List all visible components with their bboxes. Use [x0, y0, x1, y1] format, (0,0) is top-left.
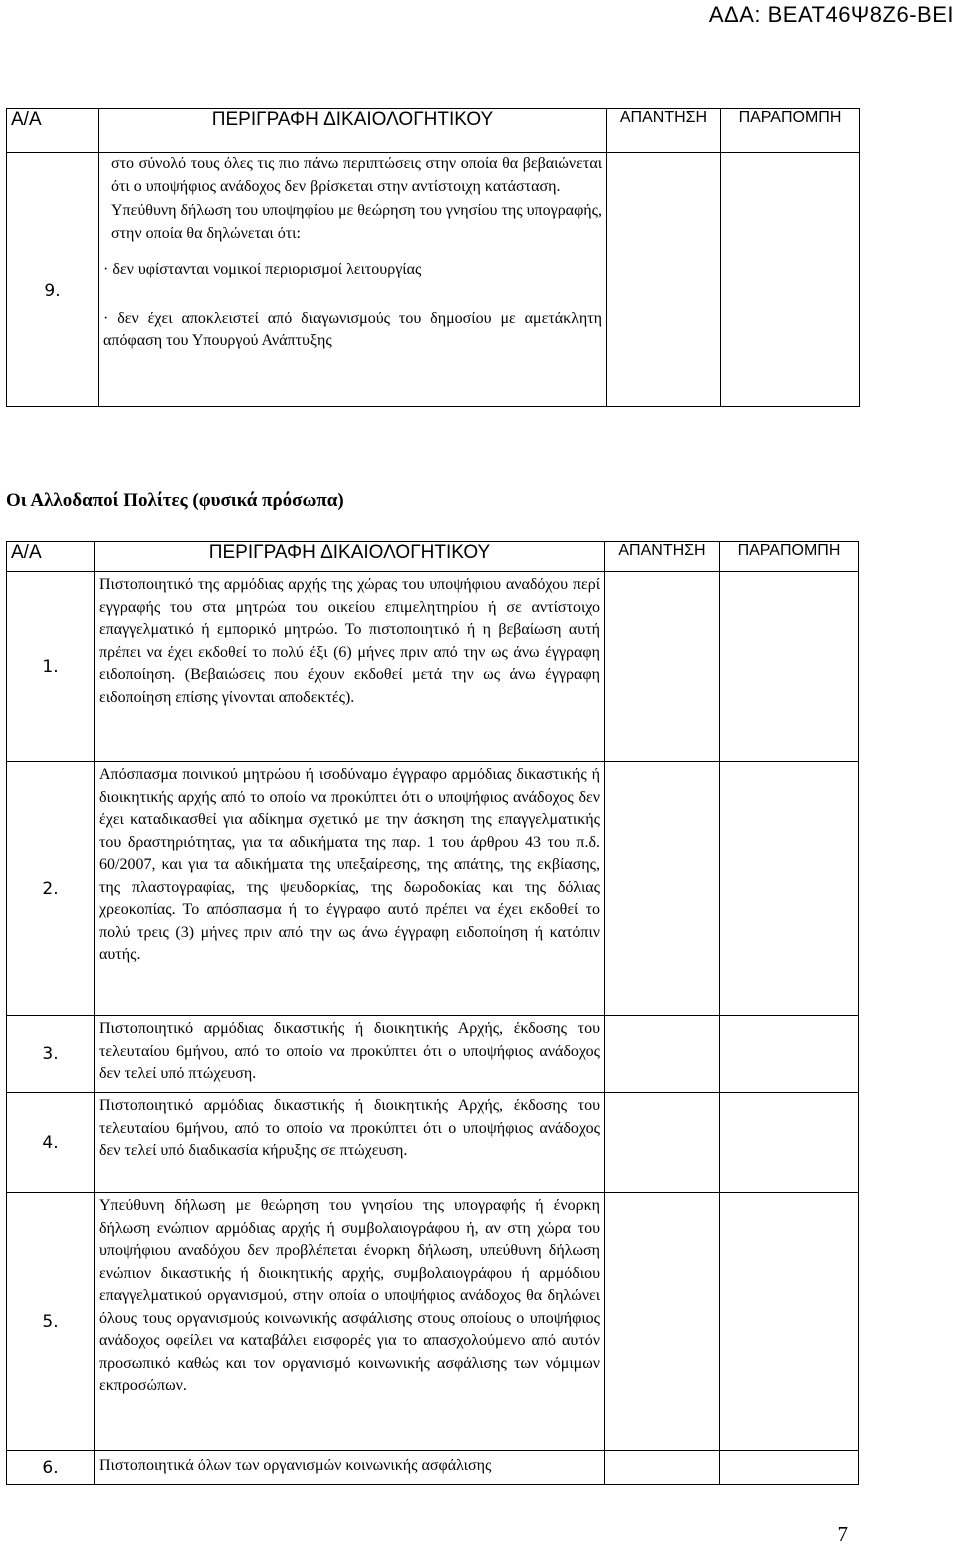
- requirements-table: [6, 541, 859, 1485]
- table-row: [7, 153, 860, 407]
- reference-cell: [720, 762, 859, 1016]
- answer-cell: [607, 153, 721, 407]
- reference-cell: [720, 1016, 859, 1093]
- section-title: Οι Αλλοδαποί Πολίτες (φυσικά πρόσωπα): [6, 490, 344, 511]
- row-number: 4.: [7, 1093, 95, 1193]
- table-row: [7, 1193, 859, 1451]
- answer-cell: [605, 762, 720, 1016]
- table-row: [7, 762, 859, 1016]
- row-description: Πιστοποιητικό της αρμόδιας αρχής της χώρας του υποψήφιου αναδόχου περί εγγραφής του στα μητρώα του οικείου επιμελητηρίου ή σε αντίστοιχο επαγγελματικό ή εμπορικό μητρώο. Το πιστοποιητικό ή η βεβαίωση αυτή πρέπει να έχει εκδοθεί το πολύ έξι (6) μήνες πριν από την ως άνω έγγραφη ειδοποίηση. (Βεβαιώσεις που έχουν εκδοθεί μετά την ως άνω έγγραφη ειδοποίηση επίσης γίνονται αποδεκτές).: [95, 572, 605, 762]
- row-bullet-1: · δεν υφίστανται νομικοί περιορισμοί λειτουργίας: [103, 261, 422, 278]
- answer-cell: [605, 1451, 720, 1485]
- row-text-2: Υπεύθυνη δήλωση του υποψηφίου με θεώρηση του γνησίου της υπογραφής, στην οποία θα δηλώνεται ότι:: [111, 202, 602, 242]
- row-number: 9.: [7, 153, 99, 407]
- answer-cell: [605, 572, 720, 762]
- page-number: 7: [837, 1522, 848, 1546]
- row-description: Πιστοποιητικό αρμόδιας δικαστικής ή διοικητικής Αρχής, έκδοσης του τελευταίου 6μήνου, από το οποίο να προκύπτει ότι ο υποψήφιος ανάδοχος δεν τελεί υπό διαδικασία κήρυξης σε πτώχευση.: [95, 1093, 605, 1193]
- row-number: 1.: [7, 572, 95, 762]
- header-answer: ΑΠΑΝΤΗΣΗ: [607, 109, 721, 153]
- row-number: 6.: [7, 1451, 95, 1485]
- table-row: [7, 1093, 859, 1193]
- header-aa: Α/Α: [7, 109, 99, 153]
- row-number: 5.: [7, 1193, 95, 1451]
- row-description: Πιστοποιητικό αρμόδιας δικαστικής ή διοικητικής Αρχής, έκδοσης του τελευταίου 6μήνου, από το οποίο να προκύπτει ότι ο υποψήφιος ανάδοχος δεν τελεί υπό πτώχευση.: [95, 1016, 605, 1093]
- table-row: [7, 1451, 859, 1485]
- header-answer: ΑΠΑΝΤΗΣΗ: [605, 542, 720, 572]
- ada-code: ΑΔΑ: ΒΕΑΤ46Ψ8Ζ6-ΒΕΙ: [708, 2, 954, 27]
- row-description: Απόσπασμα ποινικού μητρώου ή ισοδύναμο έγγραφο αρμόδιας δικαστικής ή διοικητικής αρχής από το οποίο να προκύπτει ότι ο υποψήφιος ανάδοχος δεν έχει καταδικασθεί για αδίκημα σχετικό με την άσκηση της επαγγελματικής του δραστηριότητας, για τα αδικήματα της παρ. 1 του άρθρου 43 του π.δ. 60/2007, και για τα αδικήματα της υπεξαίρεσης, της απάτης, της εκβίασης, της πλαστογραφίας, της ψευδορκίας, της δωροδοκίας και της δόλιας χρεοκοπίας. Το απόσπασμα ή το έγγραφο αυτό πρέπει να έχει εκδοθεί το πολύ τρεις (3) μήνες πριν από την ως άνω έγγραφη ειδοποίηση ή κατόπιν αυτής.: [95, 762, 605, 1016]
- row-description: Υπεύθυνη δήλωση με θεώρηση του γνησίου της υπογραφής ή ένορκη δήλωση ενώπιον αρμόδιας αρχής ή συμβολαιογράφου ή, αν στη χώρα του υποψήφιου αναδόχου δεν προβλέπεται ένορκη δήλωση, υπεύθυνη δήλωση ενώπιον δικαστικής ή διοικητικής αρχής, συμβολαιογράφου ή αρμόδιου επαγγελματικού οργανισμού, στην οποία ο υποψήφιος ανάδοχος θα δηλώνει όλους τους οργανισμούς κοινωνικής ασφάλισης στους οποίους ο υποψήφιος ανάδοχος οφείλει να καταβάλει εισφορές για το απασχολούμενο από αυτόν προσωπικό καθώς και τον οργανισμό κοινωνικής ασφάλισης των νόμιμων εκπροσώπων.: [95, 1193, 605, 1451]
- row-text-1: στο σύνολό τους όλες τις πιο πάνω περιπτώσεις στην οποία θα βεβαιώνεται ότι ο υποψήφιος ανάδοχος δεν βρίσκεται στην αντίστοιχη κατάσταση.: [111, 155, 602, 195]
- reference-cell: [721, 153, 860, 407]
- header-aa: Α/Α: [7, 542, 95, 572]
- row-number: 2.: [7, 762, 95, 1016]
- answer-cell: [605, 1016, 720, 1093]
- reference-cell: [720, 1093, 859, 1193]
- answer-cell: [605, 1093, 720, 1193]
- row-number: 3.: [7, 1016, 95, 1093]
- requirements-table-continued: [6, 108, 860, 407]
- reference-cell: [720, 1451, 859, 1485]
- header-reference: ΠΑΡΑΠΟΜΠΗ: [721, 109, 860, 153]
- table-row: [7, 572, 859, 762]
- row-description: [99, 153, 607, 407]
- reference-cell: [720, 572, 859, 762]
- header-reference: ΠΑΡΑΠΟΜΠΗ: [720, 542, 859, 572]
- header-description: ΠΕΡΙΓΡΑΦΗ ΔΙΚΑΙΟΛΟΓΗΤΙΚΟΥ: [95, 542, 605, 572]
- row-bullet-2: · δεν έχει αποκλειστεί από διαγωνισμούς του δημοσίου με αμετάκλητη απόφαση του Υπουργού Ανάπτυξης: [103, 309, 602, 349]
- answer-cell: [605, 1193, 720, 1451]
- row-description: Πιστοποιητικά όλων των οργανισμών κοινωνικής ασφάλισης: [95, 1451, 605, 1485]
- header-description: ΠΕΡΙΓΡΑΦΗ ΔΙΚΑΙΟΛΟΓΗΤΙΚΟΥ: [99, 109, 607, 153]
- reference-cell: [720, 1193, 859, 1451]
- table-row: [7, 1016, 859, 1093]
